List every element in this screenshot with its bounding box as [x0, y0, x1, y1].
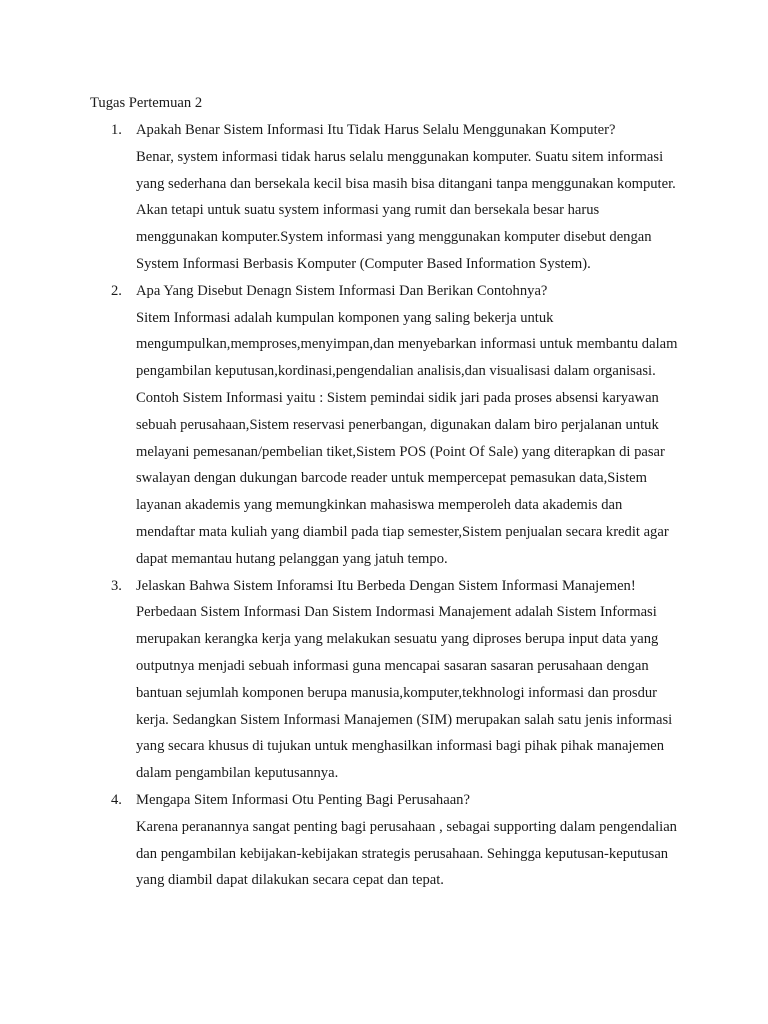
document-title: Tugas Pertemuan 2: [90, 95, 203, 111]
list-item: [0, 787, 681, 894]
answer-text: Sitem Informasi adalah kumpulan komponen yang saling bekerja untuk mengumpulkan,memproses,menyimpan,dan menyebarkan informasi untuk membantu dalam pengambilan keputusan,kordinasi,pengendalian analisis,dan visualisasi dalam organisasi. Contoh Sistem Informasi yaitu : Sistem pemindai sidik jari pada proses absensi karyawan sebuah perusahaan,Sistem reservasi penerbangan, digunakan dalam biro perjalanan untuk melayani pemesanan/pembelian tiket,Sistem POS (Point Of Sale) yang diterapkan di pasar swalayan dengan dukungan barcode reader untuk mempercepat pemasukan data,Sistem layanan akademis yang memungkinkan mahasiswa memperoleh data akademis dan mendaftar mata kuliah yang diambil pada tiap semester,Sistem penjualan secara kredit agar dapat memantau hutang pelanggan yang jatuh tempo.: [136, 309, 678, 567]
question-text: Apa Yang Disebut Denagn Sistem Informasi Dan Berikan Contohnya?: [136, 282, 548, 299]
item-number: 4.: [111, 791, 122, 808]
answer-text: Perbedaan Sistem Informasi Dan Sistem Indormasi Manajement adalah Sistem Informasi merupakan kerangka kerja yang melakukan sesuatu yang diproses berupa input data yang outputnya menjadi sebuah informasi guna mencapai sasaran sasaran perusahaan dengan bantuan sejumlah komponen berupa manusia,komputer,tekhnologi informasi dan prosdur kerja. Sedangkan Sistem Informasi Manajemen (SIM) merupakan salah satu jenis informasi yang secara khusus di tujukan untuk menghasilkan informasi bagi pihak pihak manajemen dalam pengambilan keputusannya.: [136, 604, 673, 782]
answer-text: Karena peranannya sangat penting bagi perusahaan , sebagai supporting dalam pengendalian dan pengambilan kebijakan-kebijakan strategis perusahaan. Sehingga keputusan-keputusan yang diambil dapat dilakukan secara cepat dan tepat.: [136, 818, 677, 889]
list-item: [0, 278, 681, 573]
question-text: Apakah Benar Sistem Informasi Itu Tidak Harus Selalu Menggunakan Komputer?: [136, 122, 616, 138]
answer-text: Benar, system informasi tidak harus selalu menggunakan komputer. Suatu sitem informasi yang sederhana dan bersekala kecil bisa masih bisa ditangani tanpa menggunakan komputer. Akan tetapi untuk suatu system informasi yang rumit dan bersekala besar harus menggunakan komputer.System informasi yang menggunakan komputer disebut dengan System Informasi Berbasis Komputer (Computer Based Information System).: [136, 148, 676, 272]
list-item: [0, 573, 681, 787]
question-text: Jelaskan Bahwa Sistem Inforamsi Itu Berbeda Dengan Sistem Informasi Manajemen!: [136, 577, 636, 594]
list-item: [0, 117, 681, 278]
item-number: 3.: [111, 577, 122, 594]
item-number: 1.: [111, 122, 122, 138]
question-text: Mengapa Sitem Informasi Otu Penting Bagi Perusahaan?: [136, 791, 470, 808]
item-number: 2.: [111, 282, 122, 299]
question-list: [0, 117, 768, 894]
